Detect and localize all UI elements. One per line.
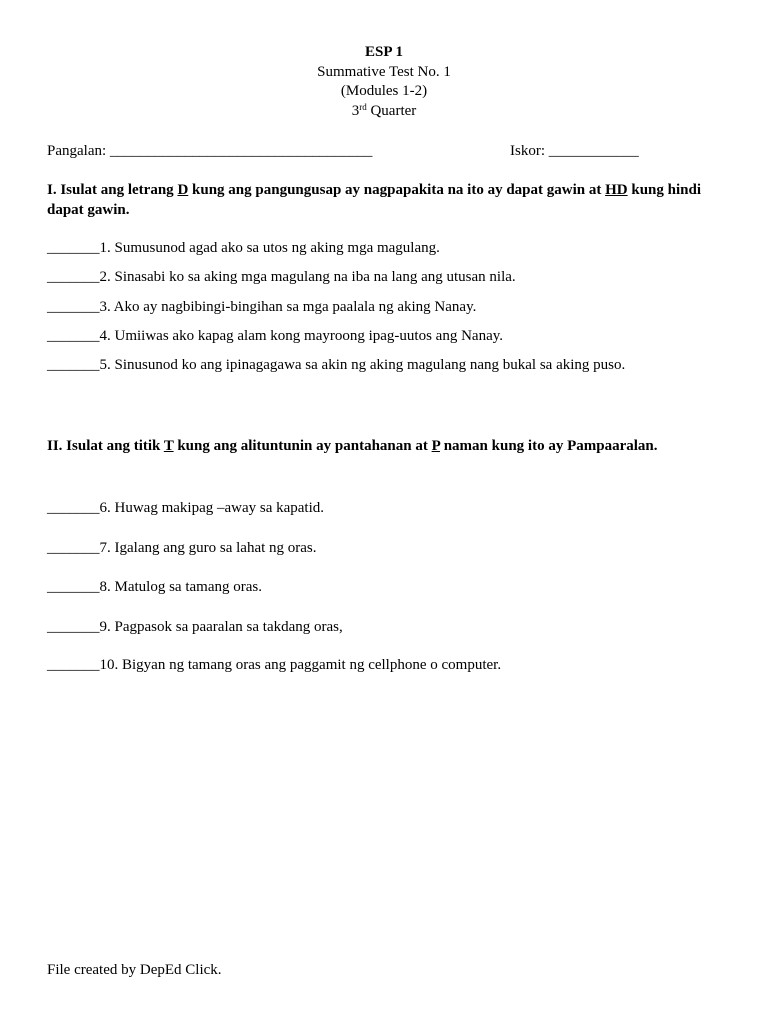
instruction-text: kung hindi dapat gawin. bbox=[47, 182, 701, 218]
question-item-1: _______1. Sumusunod agad ako sa utos ng aking mga magulang. bbox=[47, 240, 440, 256]
question-item-8: _______8. Matulog sa tamang oras. bbox=[47, 579, 262, 595]
letter-t: T bbox=[163, 438, 174, 454]
question-item-7: _______7. Igalang ang guro sa lahat ng oras. bbox=[47, 540, 317, 556]
question-item-5: _______5. Sinusunod ko ang ipinagagawa sa akin ng aking magulang nang bukal sa aking puso. bbox=[47, 357, 626, 373]
question-item-3: _______3. Ako ay nagbibingi-bingihan sa mga paalala ng aking Nanay. bbox=[47, 299, 477, 315]
letter-d: D bbox=[177, 182, 189, 198]
modules-line: (Modules 1-2) bbox=[340, 83, 428, 99]
instruction-text: I. Isulat ang letrang bbox=[47, 182, 178, 198]
score-field[interactable]: Iskor: ____________ bbox=[510, 143, 639, 159]
quarter-word: Quarter bbox=[366, 102, 417, 119]
document-title: ESP 1 bbox=[365, 44, 403, 60]
name-score-row bbox=[47, 143, 727, 163]
quarter-number: 3 bbox=[351, 102, 360, 119]
letter-hd: HD bbox=[605, 182, 628, 198]
letter-p: P bbox=[431, 438, 440, 454]
quarter-line bbox=[0, 102, 768, 122]
section1-instruction bbox=[47, 180, 727, 220]
footer-credit: File created by DepEd Click. bbox=[47, 962, 222, 978]
quarter-ordinal: rd bbox=[359, 101, 367, 112]
instruction-text: naman kung ito ay Pampaaralan. bbox=[439, 438, 658, 454]
question-item-2: _______2. Sinasabi ko sa aking mga magulang na iba na lang ang utusan nila. bbox=[47, 269, 516, 285]
document-subtitle: Summative Test No. 1 bbox=[317, 63, 451, 80]
name-field[interactable]: Pangalan: ___________________________________ bbox=[47, 143, 373, 159]
instruction-text: kung ang pangungusap ay nagpapakita na ito ay dapat gawin at bbox=[188, 182, 606, 198]
question-item-4: _______4. Umiiwas ako kapag alam kong mayroong ipag-uutos ang Nanay. bbox=[47, 328, 504, 344]
document-header bbox=[0, 43, 768, 121]
question-item-10: _______10. Bigyan ng tamang oras ang paggamit ng cellphone o computer. bbox=[47, 657, 502, 673]
question-item-9: _______9. Pagpasok sa paaralan sa takdang oras, bbox=[47, 619, 343, 635]
question-item-6: _______6. Huwag makipag –away sa kapatid. bbox=[47, 500, 325, 516]
section2-instruction bbox=[47, 436, 727, 456]
instruction-text: II. Isulat ang titik bbox=[47, 438, 164, 454]
instruction-text: kung ang alituntunin ay pantahanan at bbox=[173, 438, 432, 454]
